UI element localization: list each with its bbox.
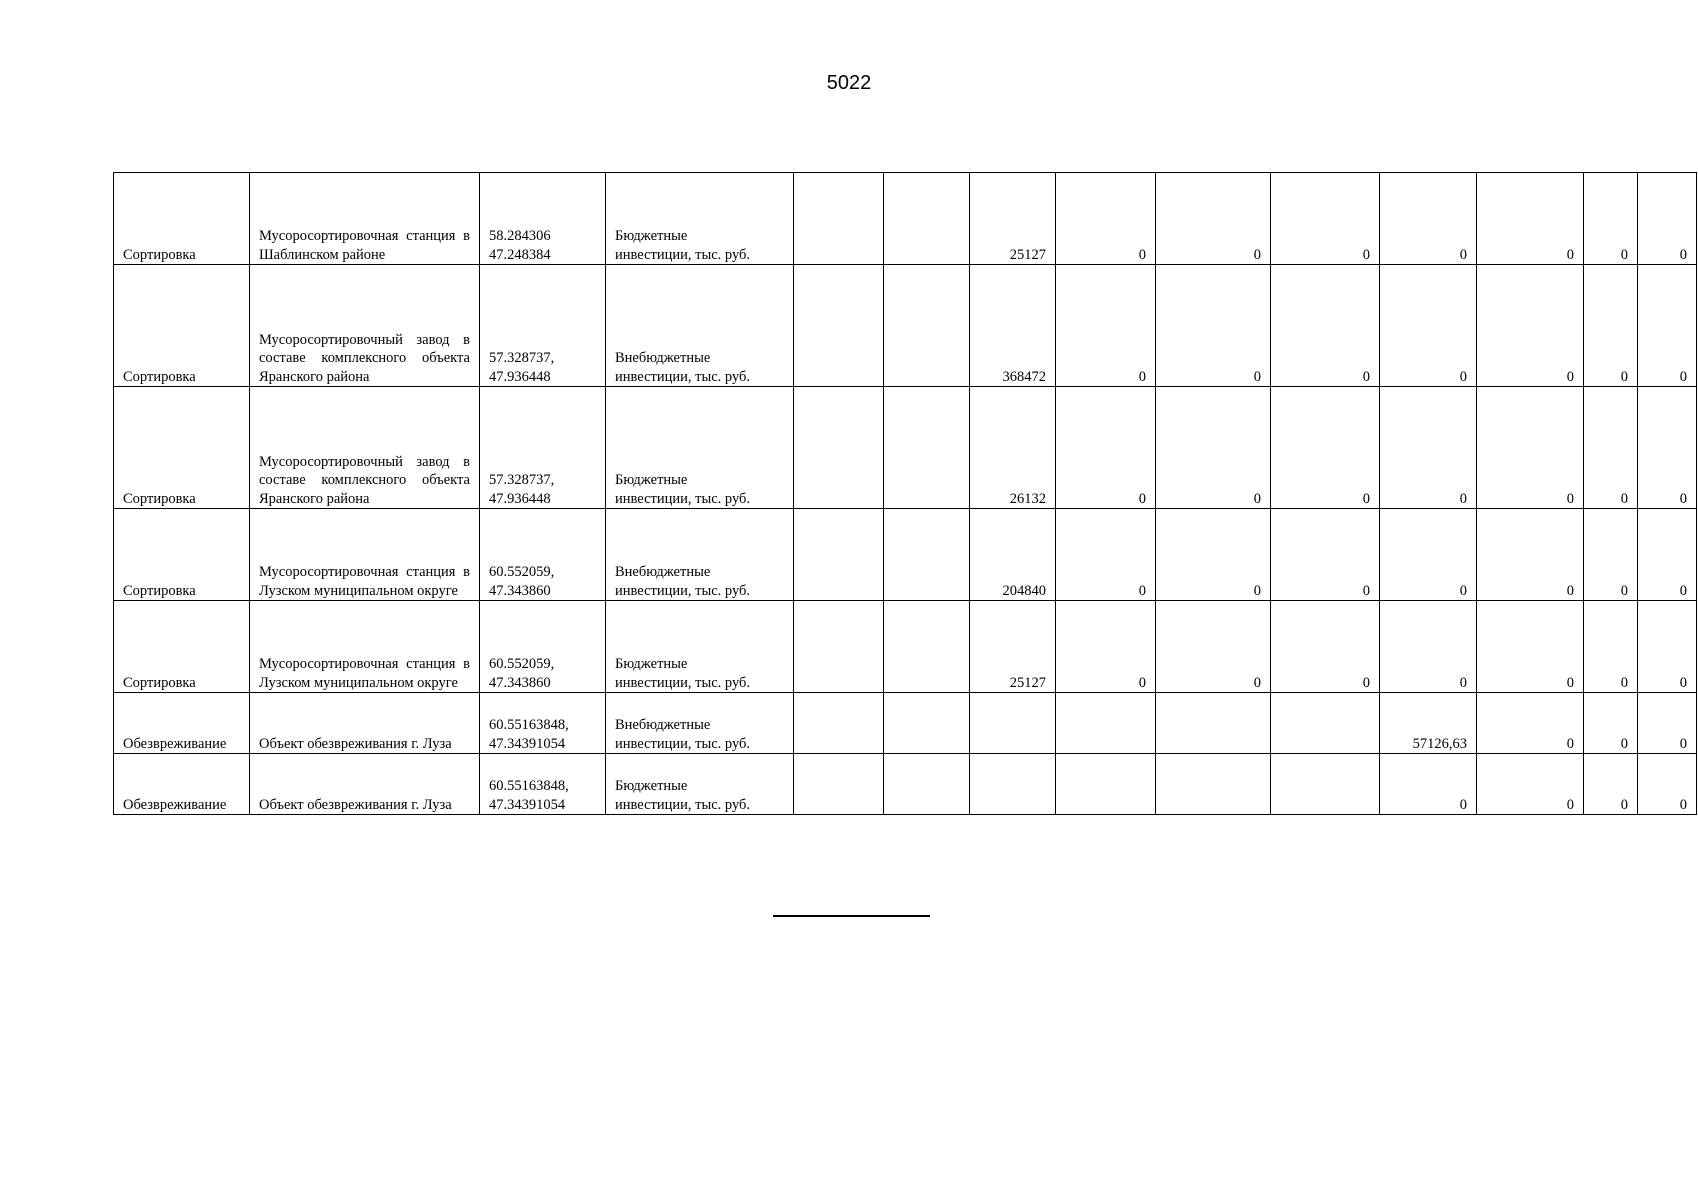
coordinate-value: 47.936448 [489, 368, 551, 385]
value-cell [794, 693, 884, 754]
facility-type-cell: Обезвреживание [114, 754, 250, 815]
value-cell [970, 693, 1056, 754]
value-cell: 204840 [970, 509, 1056, 601]
facility-name-cell [250, 173, 480, 265]
value-cell [1056, 693, 1156, 754]
financing-source-cell [606, 387, 794, 509]
facility-name-text: Мусоросортировочная станция в Лузском муниципальном округе [259, 564, 470, 599]
value-cell: 26132 [970, 387, 1056, 509]
coordinate-value: 47.936448 [489, 490, 551, 507]
value-cell: 0 [1584, 387, 1638, 509]
financing-source-text: Внебюджетные [615, 717, 711, 733]
facility-name-text: Объект обезвреживания г. Луза [259, 735, 452, 752]
value-cell: 0 [1380, 754, 1477, 815]
value-cell: 368472 [970, 265, 1056, 387]
facility-name-text: Мусоросортировочный завод в составе комплексного объекта Яранского района [259, 331, 470, 385]
value-cell [794, 601, 884, 693]
financing-source-text: инвестиции, тыс. руб. [615, 582, 751, 599]
value-cell [884, 173, 970, 265]
footer-separator-line [773, 915, 930, 917]
value-cell: 0 [1056, 509, 1156, 601]
value-cell [884, 265, 970, 387]
value-cell [794, 173, 884, 265]
table-row [114, 601, 1697, 693]
financing-source-cell [606, 173, 794, 265]
coordinate-value: 60.552059, [489, 564, 555, 580]
value-cell: 0 [1477, 693, 1584, 754]
facility-name-text: Мусоросортировочная станция в Шаблинском районе [259, 228, 470, 263]
value-cell [884, 693, 970, 754]
coordinate-value: 60.552059, [489, 656, 555, 672]
value-cell: 0 [1156, 265, 1271, 387]
financing-source-text: инвестиции, тыс. руб. [615, 490, 751, 507]
coordinate-value: 58.284306 [489, 228, 551, 244]
value-cell: 0 [1477, 754, 1584, 815]
value-cell [1271, 754, 1380, 815]
coordinates-cell [480, 387, 606, 509]
financing-source-cell [606, 754, 794, 815]
table-row [114, 387, 1697, 509]
table-row [114, 509, 1697, 601]
financing-source-text: инвестиции, тыс. руб. [615, 368, 751, 385]
value-cell: 0 [1156, 601, 1271, 693]
value-cell: 0 [1156, 509, 1271, 601]
value-cell: 0 [1584, 173, 1638, 265]
value-cell: 0 [1056, 265, 1156, 387]
coordinates-cell [480, 265, 606, 387]
value-cell [794, 265, 884, 387]
investment-table [113, 172, 1697, 815]
value-cell [794, 387, 884, 509]
table-row [114, 265, 1697, 387]
facility-name-text: Мусоросортировочный завод в составе комплексного объекта Яранского района [259, 453, 470, 507]
value-cell [884, 754, 970, 815]
value-cell: 0 [1584, 509, 1638, 601]
coordinate-value: 47.248384 [489, 246, 551, 263]
facility-name-cell [250, 754, 480, 815]
coordinate-value: 57.328737, [489, 350, 555, 366]
value-cell: 57126,63 [1380, 693, 1477, 754]
value-cell: 0 [1584, 693, 1638, 754]
value-cell: 0 [1638, 173, 1697, 265]
value-cell: 0 [1477, 265, 1584, 387]
value-cell: 0 [1638, 601, 1697, 693]
financing-source-text: инвестиции, тыс. руб. [615, 796, 751, 813]
facility-name-text: Объект обезвреживания г. Луза [259, 796, 452, 813]
table-row [114, 173, 1697, 265]
value-cell: 0 [1271, 387, 1380, 509]
value-cell: 0 [1584, 601, 1638, 693]
page-number: 5022 [826, 72, 872, 94]
facility-name-cell [250, 601, 480, 693]
value-cell [794, 754, 884, 815]
value-cell: 0 [1584, 754, 1638, 815]
value-cell: 0 [1056, 601, 1156, 693]
facility-name-cell [250, 387, 480, 509]
facility-name-text: Мусоросортировочная станция в Лузском муниципальном округе [259, 656, 470, 691]
value-cell: 0 [1638, 693, 1697, 754]
coordinate-value: 47.34391054 [489, 796, 566, 813]
financing-source-text: Бюджетные [615, 472, 688, 488]
value-cell [1056, 754, 1156, 815]
value-cell: 0 [1271, 509, 1380, 601]
value-cell: 0 [1271, 173, 1380, 265]
financing-source-cell [606, 265, 794, 387]
financing-source-cell [606, 601, 794, 693]
table-row [114, 693, 1697, 754]
value-cell: 0 [1638, 387, 1697, 509]
value-cell: 0 [1156, 387, 1271, 509]
financing-source-text: Бюджетные [615, 656, 688, 672]
value-cell [884, 509, 970, 601]
value-cell [884, 387, 970, 509]
value-cell: 0 [1380, 173, 1477, 265]
value-cell: 0 [1271, 265, 1380, 387]
facility-type-cell: Обезвреживание [114, 693, 250, 754]
value-cell [1156, 693, 1271, 754]
value-cell: 0 [1477, 387, 1584, 509]
value-cell: 0 [1638, 265, 1697, 387]
value-cell: 0 [1056, 173, 1156, 265]
table-row [114, 754, 1697, 815]
facility-name-cell [250, 693, 480, 754]
facility-type-cell: Сортировка [114, 387, 250, 509]
value-cell [970, 754, 1056, 815]
value-cell: 0 [1380, 265, 1477, 387]
financing-source-text: инвестиции, тыс. руб. [615, 674, 751, 691]
value-cell: 0 [1477, 173, 1584, 265]
financing-source-text: Бюджетные [615, 228, 688, 244]
value-cell: 0 [1477, 601, 1584, 693]
value-cell: 0 [1638, 754, 1697, 815]
value-cell: 0 [1271, 601, 1380, 693]
financing-source-text: Внебюджетные [615, 564, 711, 580]
facility-type-cell: Сортировка [114, 265, 250, 387]
value-cell [794, 509, 884, 601]
coordinates-cell [480, 509, 606, 601]
facility-name-cell [250, 265, 480, 387]
coordinate-value: 47.343860 [489, 674, 551, 691]
facility-type-cell: Сортировка [114, 509, 250, 601]
value-cell: 0 [1056, 387, 1156, 509]
coordinate-value: 57.328737, [489, 472, 555, 488]
value-cell [1156, 754, 1271, 815]
coordinate-value: 60.55163848, [489, 717, 569, 733]
financing-source-text: Бюджетные [615, 778, 688, 794]
facility-type-cell: Сортировка [114, 601, 250, 693]
value-cell: 0 [1584, 265, 1638, 387]
value-cell: 0 [1477, 509, 1584, 601]
value-cell: 0 [1380, 601, 1477, 693]
coordinates-cell [480, 693, 606, 754]
coordinates-cell [480, 754, 606, 815]
value-cell [884, 601, 970, 693]
value-cell: 0 [1380, 387, 1477, 509]
financing-source-text: Внебюджетные [615, 350, 711, 366]
coordinate-value: 47.343860 [489, 582, 551, 599]
coordinates-cell [480, 173, 606, 265]
coordinate-value: 60.55163848, [489, 778, 569, 794]
coordinate-value: 47.34391054 [489, 735, 566, 752]
financing-source-cell [606, 509, 794, 601]
value-cell: 0 [1638, 509, 1697, 601]
facility-name-cell [250, 509, 480, 601]
value-cell [1271, 693, 1380, 754]
facility-type-cell: Сортировка [114, 173, 250, 265]
coordinates-cell [480, 601, 606, 693]
value-cell: 0 [1156, 173, 1271, 265]
financing-source-text: инвестиции, тыс. руб. [615, 735, 751, 752]
value-cell: 0 [1380, 509, 1477, 601]
financing-source-text: инвестиции, тыс. руб. [615, 246, 751, 263]
value-cell: 25127 [970, 601, 1056, 693]
financing-source-cell [606, 693, 794, 754]
value-cell: 25127 [970, 173, 1056, 265]
